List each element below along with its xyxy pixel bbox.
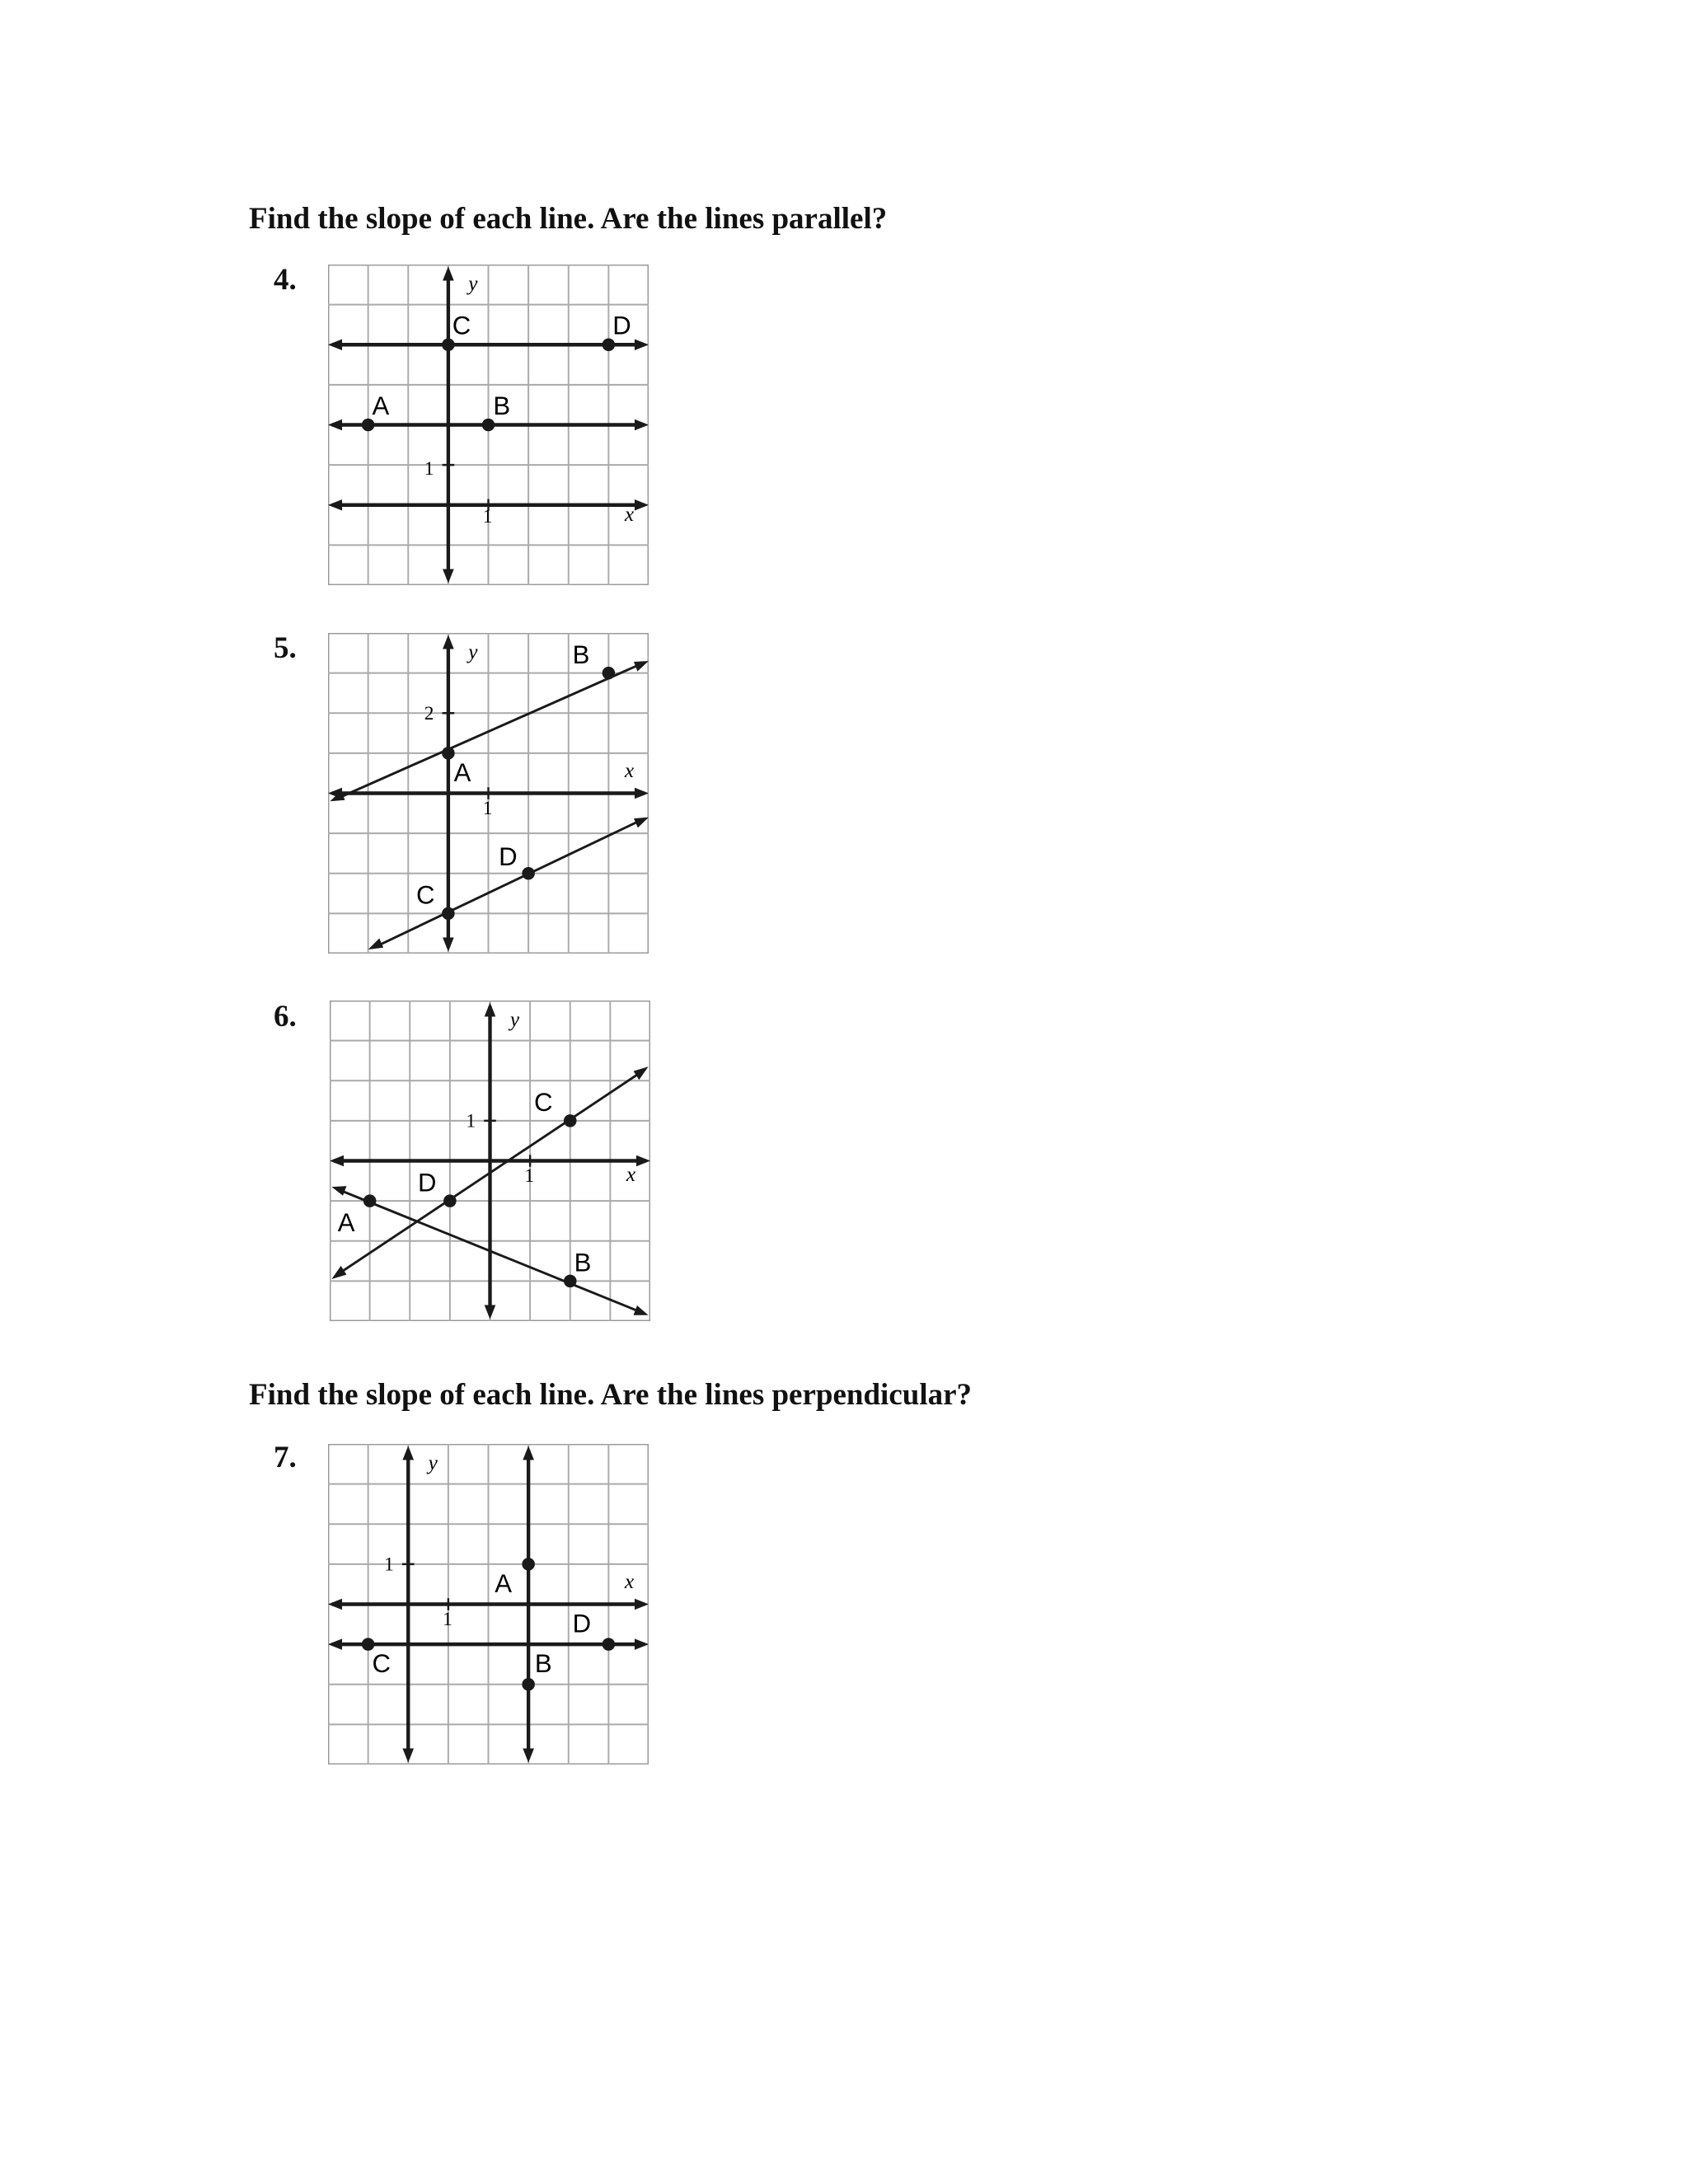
y-tick-label: 1 <box>384 1554 394 1576</box>
point-label-a: A <box>495 1568 513 1598</box>
x-axis-label: x <box>624 503 635 527</box>
point-label-a: A <box>337 1208 355 1238</box>
point-label-b: B <box>574 1248 592 1277</box>
y-axis-label: y <box>468 272 478 296</box>
x-tick-label: 1 <box>443 1608 452 1630</box>
y-tick-label: 2 <box>424 703 434 725</box>
y-axis-label: y <box>428 1451 438 1475</box>
x-axis-label: x <box>626 1162 636 1186</box>
x-tick-label: 1 <box>482 506 493 528</box>
point-label-c: C <box>533 1088 553 1118</box>
y-axis-label: y <box>468 640 478 664</box>
x-axis-label: x <box>624 759 635 783</box>
point-label-b: B <box>534 1649 552 1679</box>
problem-6-graph <box>330 1001 650 1321</box>
problem-6-number: 6. <box>274 1000 297 1033</box>
section-2-heading: Find the slope of each line. Are the lines perpendicular? <box>249 1378 973 1412</box>
point-label-a: A <box>453 757 471 787</box>
y-tick-label: 1 <box>424 457 434 480</box>
point-label-d: D <box>417 1168 437 1197</box>
problem-5-graph <box>328 633 649 954</box>
point-label-c: C <box>372 1649 391 1679</box>
x-axis-label: x <box>624 1570 635 1594</box>
x-tick-label: 1 <box>482 797 493 819</box>
point-label-d: D <box>499 842 518 872</box>
problem-7-graph <box>328 1444 649 1765</box>
point-label-d: D <box>612 311 631 340</box>
problem-5-number: 5. <box>274 631 297 665</box>
point-label-d: D <box>572 1609 592 1638</box>
section-1-heading: Find the slope of each line. Are the lines parallel? <box>249 202 888 236</box>
problem-7-number: 7. <box>274 1441 297 1474</box>
point-label-b: B <box>572 640 590 669</box>
point-label-c: C <box>415 880 435 910</box>
problem-4-number: 4. <box>274 263 297 297</box>
point-label-b: B <box>493 391 511 420</box>
point-label-a: A <box>372 391 390 420</box>
y-tick-label: 1 <box>466 1110 476 1132</box>
problem-4-graph <box>328 265 649 585</box>
y-axis-label: y <box>509 1008 520 1032</box>
x-tick-label: 1 <box>524 1165 534 1187</box>
point-label-c: C <box>452 311 471 340</box>
